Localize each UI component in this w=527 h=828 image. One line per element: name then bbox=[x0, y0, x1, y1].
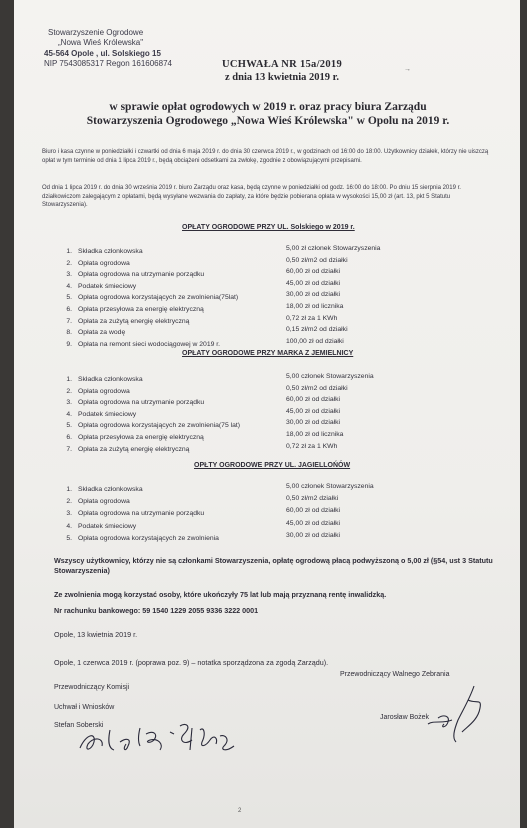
fee-value: 45,00 zł od działki bbox=[286, 279, 341, 287]
fee-value: 0,15 zł/m2 od działki bbox=[286, 326, 348, 334]
fee-label: Opłata ogrodowa bbox=[78, 387, 130, 395]
fee-value: 18,00 zł od licznika bbox=[286, 303, 344, 310]
resolution-title: UCHWAŁA NR 15a/2019 bbox=[221, 59, 343, 70]
fee-number: 5. bbox=[66, 422, 72, 430]
resolution-subject bbox=[48, 100, 488, 128]
fee-value: 5,00 członek Stowarzyszenia bbox=[286, 373, 374, 380]
fee-number: 3. bbox=[66, 271, 72, 279]
fee-number: 5. bbox=[66, 294, 72, 302]
fee-value: 45,00 zł od działki bbox=[286, 407, 341, 415]
fee-value: 0,50 zł/m2 działki bbox=[286, 495, 339, 503]
fee-label: Opłata ogrodowa korzystających ze zwolnienia bbox=[78, 534, 219, 542]
office-hours-paragraph: Biuro i kasa czynne w poniedziałki i czwartki od dnia 6 maja 2019 r. do dnia 30 czerwca 2019 r., w godzinach od 16:00 do 18:00. Użytkownicy działek, którzy nie uiszczą opłat w tym terminie od dnia 1 lipca 2019 r., będą obciążeni odsetkami za zwłokę, zgodnie z obowiązującymi przepisami. bbox=[42, 149, 489, 164]
exemption-note: Ze zwolnienia mogą korzystać osoby, które ukończyły 75 lat lub mają przyznaną rentę inwalidzką. bbox=[54, 590, 387, 599]
fee-number: 4. bbox=[66, 410, 72, 418]
signature-name-right: Jarosław Bożek bbox=[380, 714, 430, 721]
fee-number: 6. bbox=[66, 306, 72, 313]
fee-number: 2. bbox=[66, 259, 72, 267]
fee-value: 0,72 zł za 1 KWh bbox=[286, 314, 338, 322]
fee-label: Opłata za zużytą energię elektryczną bbox=[78, 445, 190, 453]
fee-label: Opłata ogrodowa korzystających ze zwolnienia(75 lat) bbox=[78, 422, 241, 430]
fee-number: 3. bbox=[66, 510, 72, 518]
fee-value: 60,00 zł od działki bbox=[286, 507, 341, 515]
subject-line: w sprawie opłat ogrodowych w 2019 r. oraz pracy biura Zarządu bbox=[109, 101, 427, 113]
fee-number: 3. bbox=[66, 399, 72, 407]
resolution-date: z dnia 13 kwietnia 2019 r. bbox=[225, 72, 339, 83]
fee-value: 18,00 zł od licznika bbox=[286, 431, 344, 438]
fee-label: Opłata przesyłowa za energię elektryczną bbox=[78, 306, 204, 313]
fee-label: Składka członkowska bbox=[78, 486, 143, 493]
fee-label: Opłata ogrodowa bbox=[78, 259, 130, 267]
fee-label: Opłata przesyłowa za energię elektryczną bbox=[78, 434, 204, 441]
fee-value: 30,00 zł od działki bbox=[286, 531, 341, 539]
stamp-line: 45-564 Opole , ul. Solskiego 15 bbox=[44, 48, 161, 58]
fee-label: Opłata ogrodowa na utrzymanie porządku bbox=[78, 271, 205, 279]
fee-value: 0,50 zł/m2 od działki bbox=[286, 384, 348, 392]
fee-label: Składka członkowska bbox=[78, 376, 143, 383]
stamp-line: NIP 7543085317 Regon 161606874 bbox=[44, 59, 172, 69]
fee-number: 2. bbox=[66, 498, 72, 506]
fee-label: Opłata za wodę bbox=[78, 329, 126, 337]
fee-value: 5,00 członek Stowarzyszenia bbox=[286, 483, 374, 490]
date-note: Opole, 13 kwietnia 2019 r. bbox=[54, 630, 138, 639]
fee-value: 45,00 zł od działki bbox=[286, 519, 341, 527]
summer-hours-paragraph: Od dnia 1 lipca 2019 r. do dnia 30 września 2019 r. biuro Zarządu oraz kasa, będą czynne w poniedziałki od godz. 16:00 do 18:00. Po dniu 15 sierpnia 2019 r. działkowiczom zalegającym z opłatami, będą wysyłane wezwania do zapłaty, za które będzie pobierana opłata w wysokości 15,00 zł (art. 13, pkt 5 Statutu Stowarzyszenia). bbox=[42, 185, 461, 209]
fee-number: 7. bbox=[66, 445, 72, 453]
signature-role-right: Przewodniczący Walnego Zebrania bbox=[340, 671, 450, 678]
fee-number: 9. bbox=[66, 340, 72, 348]
page-mark: 2 bbox=[238, 808, 242, 814]
fee-number: 6. bbox=[66, 434, 72, 441]
fee-label: Składka członkowska bbox=[78, 248, 143, 255]
signature-name-left: Stefan Soberski bbox=[54, 722, 104, 729]
document-page bbox=[14, 0, 520, 828]
section-title-jemielnicy: OPŁATY OGRODOWE PRZY MARKA Z JEMIELNICY bbox=[182, 350, 354, 357]
fee-number: 4. bbox=[66, 282, 72, 290]
fee-number: 5. bbox=[66, 534, 72, 542]
handwritten-signature-left bbox=[74, 712, 274, 762]
fee-label: Opłata za zużytą energię elektryczną bbox=[78, 317, 190, 325]
fee-label: Opłata ogrodowa na utrzymanie porządku bbox=[78, 399, 205, 407]
section-title-solskiego: OPŁATY OGRODOWE PRZY UL. Solskiego w 2019 r. bbox=[182, 224, 355, 231]
fee-label: Opłata na remont sieci wodociągowej w 2019 r. bbox=[78, 340, 221, 348]
resolution-header bbox=[212, 58, 352, 84]
correction-note: Opole, 1 czerwca 2019 r. (poprawa poz. 9) – notatka sporządzona za zgodą Zarządu). bbox=[54, 658, 329, 667]
fee-value: 0,72 zł za 1 KWh bbox=[286, 442, 338, 450]
fee-value: 5,00 zł członek Stowarzyszenia bbox=[286, 245, 381, 252]
fee-label: Podatek śmieciowy bbox=[78, 410, 137, 418]
corner-mark: → bbox=[404, 66, 411, 73]
fee-number: 1. bbox=[66, 486, 72, 493]
subject-line: Stowarzyszenia Ogrodowego „Nowa Wieś Królewska" w Opolu na 2019 r. bbox=[86, 115, 450, 127]
fee-number: 1. bbox=[66, 248, 72, 255]
fee-value: 30,00 zł od działki bbox=[286, 419, 341, 427]
fee-value: 0,50 zł/m2 od działki bbox=[286, 256, 348, 264]
fee-number: 8. bbox=[66, 329, 72, 337]
fee-value: 30,00 zł od działki bbox=[286, 291, 341, 299]
fee-label: Podatek śmieciowy bbox=[78, 282, 137, 290]
bank-account: Nr rachunku bankowego: 59 1540 1229 2055 9336 3222 0001 bbox=[54, 606, 259, 615]
association-stamp bbox=[44, 28, 172, 70]
section-title-jagiellonow: OPŁTY OGRODOWE PRZY UL. JAGIELLOŃÓW bbox=[194, 462, 351, 469]
non-member-note: Wszyscy użytkownicy, którzy nie są członkami Stowarzyszenia, opłatę ogrodową płacą podwyższoną o 5,00 zł (§54, ust 3 Statutu Stowarzyszenia) bbox=[54, 556, 493, 575]
stamp-line: „Nowa Wieś Królewska" bbox=[58, 38, 144, 48]
fee-number: 4. bbox=[66, 522, 72, 530]
fee-value: 60,00 zł od działki bbox=[286, 396, 341, 404]
fee-value: 60,00 zł od działki bbox=[286, 268, 341, 276]
fee-label: Opłata ogrodowa bbox=[78, 498, 130, 506]
fee-number: 2. bbox=[66, 387, 72, 395]
fee-value: 100,00 zł od działki bbox=[286, 337, 344, 345]
fee-label: Opłata ogrodowa na utrzymanie porządku bbox=[78, 510, 205, 518]
signature-role-left-1: Przewodniczący Komisji bbox=[54, 684, 130, 691]
fee-number: 7. bbox=[66, 317, 72, 325]
handwritten-signature-right bbox=[398, 680, 498, 750]
signature-role-left-2: Uchwał i Wniosków bbox=[54, 704, 115, 711]
fee-label: Opłata ogrodowa korzystających ze zwolnienia(75lat) bbox=[78, 294, 239, 302]
stamp-line: Stowarzyszenie Ogrodowe bbox=[48, 28, 144, 37]
fee-number: 1. bbox=[66, 376, 72, 383]
fee-label: Podatek śmieciowy bbox=[78, 522, 137, 530]
